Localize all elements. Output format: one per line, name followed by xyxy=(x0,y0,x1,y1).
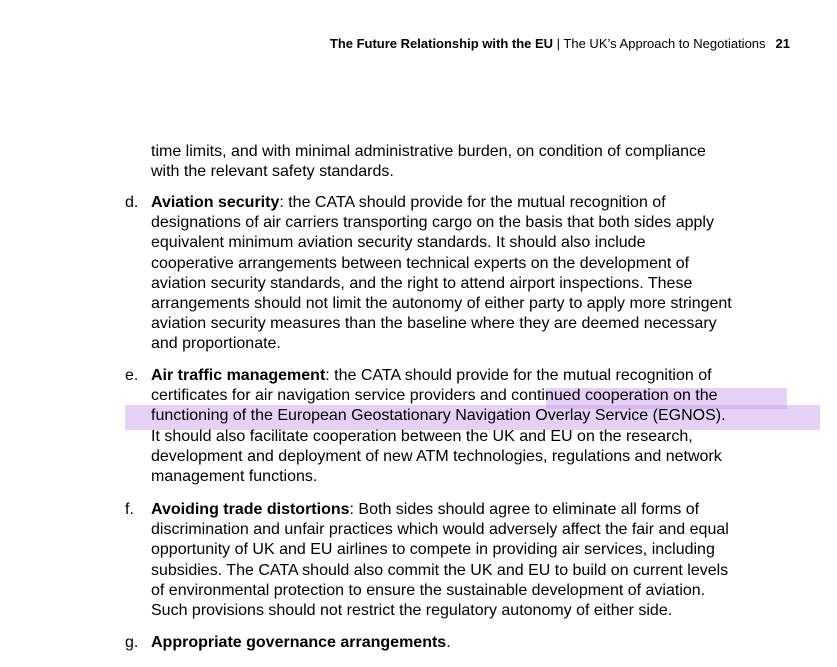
list-item-line xyxy=(151,500,811,520)
list-letter: e. xyxy=(125,367,139,384)
list-item-line: and proportionate. xyxy=(151,335,281,353)
header-separator: | xyxy=(553,36,564,51)
list-item-line: Such provisions should not restrict the regulatory autonomy of either side. xyxy=(151,602,673,620)
running-header xyxy=(330,36,790,52)
list-item-line: development and deployment of new ATM technologies, regulations and network xyxy=(151,447,722,465)
list-item-content xyxy=(151,193,811,355)
continuation-paragraph xyxy=(151,142,811,182)
page-number: 21 xyxy=(775,36,790,51)
list-item-text: : the CATA should provide for the mutual recognition of xyxy=(325,367,712,384)
list-item-heading: Air traffic management xyxy=(151,367,326,384)
list-item-heading: Appropriate governance arrangements xyxy=(151,634,447,651)
list-item-text: . xyxy=(446,634,451,651)
header-title: The Future Relationship with the EU xyxy=(329,36,554,51)
list-item-line: It should also facilitate cooperation between the UK and EU on the research, xyxy=(151,427,693,445)
list-item-line xyxy=(151,366,811,386)
list-item-line: subsidies. The CATA should also commit the UK and EU to build on current levels xyxy=(151,561,729,579)
list-item-line: opportunity of UK and EU airlines to compete in providing air services, including xyxy=(151,541,715,559)
continuation-line: time limits, and with minimal administrative burden, on condition of compliance xyxy=(151,143,706,160)
header-subtitle: The UK’s Approach to Negotiations xyxy=(563,36,766,51)
list-item-text: : the CATA should provide for the mutual recognition of xyxy=(279,194,666,211)
list-item-line: cooperative arrangements between technical experts on the development of xyxy=(151,254,690,272)
continuation-line: with the relevant safety standards. xyxy=(151,163,394,181)
list-item-line: of environmental protection to ensure the sustainable development of aviation. xyxy=(151,581,706,599)
list-letter: d. xyxy=(125,194,139,211)
list-item-text: : Both sides should agree to eliminate all forms of xyxy=(349,501,700,518)
list-item-line: aviation security standards, and the right to attend airport inspections. These xyxy=(151,274,693,292)
list-item-heading: Avoiding trade distortions xyxy=(151,501,350,518)
list-letter: f. xyxy=(125,501,134,518)
list-item-line: designations of air carriers transporting cargo on the basis that both sides apply xyxy=(151,214,714,232)
list-item-content xyxy=(151,366,811,487)
list-item-line: aviation security measures than the baseline where they are deemed necessary xyxy=(151,315,717,333)
list-item-line: functioning of the European Geostationary Navigation Overlay Service (EGNOS). xyxy=(151,407,726,425)
list-item-line: equivalent minimum aviation security standards. It should also include xyxy=(151,234,646,252)
list-item-line: discrimination and unfair practices which would adversely affect the fair and equal xyxy=(151,521,729,539)
list-item-line: management functions. xyxy=(151,468,318,486)
list-item-line: certificates for air navigation service providers and continued cooperation on the xyxy=(151,387,718,405)
list-item-content xyxy=(151,500,811,621)
list-item-heading: Aviation security xyxy=(151,194,280,211)
list-item-line xyxy=(151,193,811,213)
list-item-content xyxy=(151,633,811,653)
list-letter: g. xyxy=(125,634,139,651)
list-item-line: arrangements should not limit the autonomy of either party to apply more stringent xyxy=(151,295,732,313)
list-item-line xyxy=(151,633,811,653)
